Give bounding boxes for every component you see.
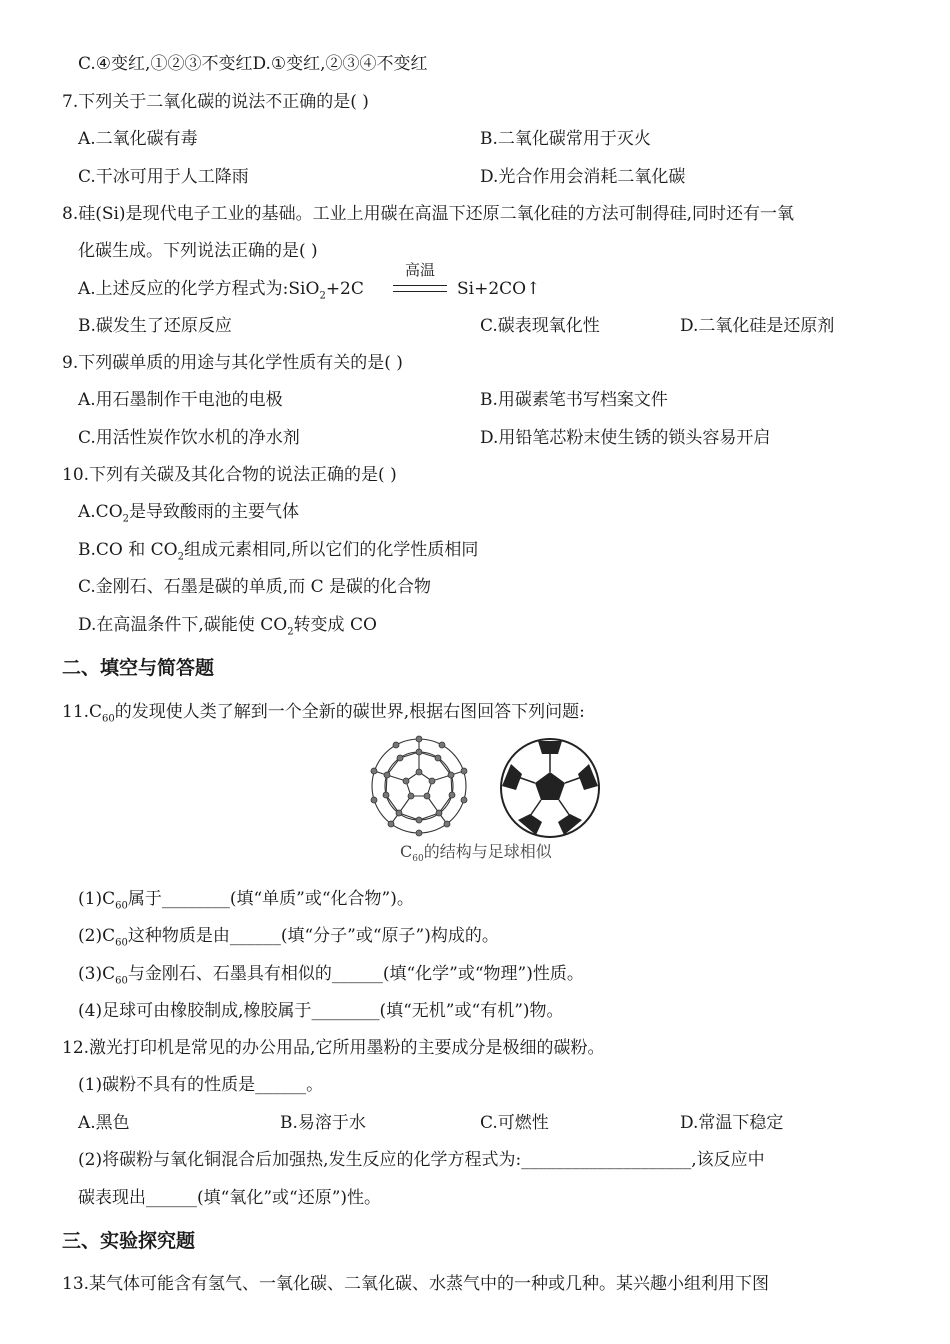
text: (2)C bbox=[78, 926, 116, 946]
question-11 bbox=[62, 700, 585, 731]
question-10: 10.下列有关碳及其化合物的说法正确的是( ) bbox=[62, 465, 397, 485]
text: 11.C bbox=[62, 702, 103, 722]
text: 组成元素相同,所以它们的化学性质相同 bbox=[183, 540, 479, 560]
text: A.CO bbox=[78, 502, 123, 522]
question-8-option-b: B.碳发生了还原反应 bbox=[78, 316, 232, 336]
question-7-option-b: B.二氧化碳常用于灭火 bbox=[480, 129, 651, 149]
question-8-option-c: C.碳表现氧化性 bbox=[480, 316, 600, 336]
text: 的结构与足球相似 bbox=[423, 842, 552, 861]
question-11-part-2 bbox=[78, 924, 499, 955]
reaction-condition: 高温 bbox=[405, 261, 436, 279]
equation-right: Si+2CO↑ bbox=[457, 279, 541, 299]
question-11-part-4: (4)足球可由橡胶制成,橡胶属于________(填“无机”或“有机”)物。 bbox=[78, 1001, 564, 1021]
question-9: 9.下列碳单质的用途与其化学性质有关的是( ) bbox=[62, 353, 403, 373]
subscript: 60 bbox=[115, 900, 128, 912]
c60-molecule-illustration bbox=[366, 734, 472, 838]
question-12-option-c: C.可燃性 bbox=[480, 1113, 549, 1133]
question-7-option-c: C.干冰可用于人工降雨 bbox=[78, 167, 249, 187]
section-heading-2: 二、填空与简答题 bbox=[62, 657, 215, 679]
equation-bar-top bbox=[393, 285, 447, 286]
question-9-option-c: C.用活性炭作饮水机的净水剂 bbox=[78, 428, 300, 448]
text: 与金刚石、石墨具有相似的______(填“化学”或“物理”)性质。 bbox=[127, 964, 584, 984]
text: C bbox=[400, 842, 413, 861]
question-8-option-d: D.二氧化硅是还原剂 bbox=[680, 316, 835, 336]
equation-bar-bottom bbox=[393, 291, 447, 292]
question-13: 13.某气体可能含有氢气、一氧化碳、二氧化碳、水蒸气中的一种或几种。某兴趣小组利用下图 bbox=[62, 1274, 770, 1294]
question-7-option-a: A.二氧化碳有毒 bbox=[78, 129, 198, 149]
subscript: 60 bbox=[102, 713, 115, 725]
question-11-part-3 bbox=[78, 962, 584, 993]
question-12-option-d: D.常温下稳定 bbox=[680, 1113, 784, 1133]
question-10-option-d bbox=[78, 613, 377, 644]
question-9-option-b: B.用碳素笔书写档案文件 bbox=[480, 390, 668, 410]
question-12-part-2-line-1: (2)将碳粉与氧化铜混合后加强热,发生反应的化学方程式为:____________________,该反应中 bbox=[78, 1150, 765, 1170]
subscript: 2 bbox=[122, 513, 129, 525]
text: D.在高温条件下,碳能使 CO bbox=[78, 615, 288, 635]
text: 转变成 CO bbox=[293, 615, 377, 635]
subscript: 60 bbox=[412, 854, 424, 865]
question-12-part-1: (1)碳粉不具有的性质是______。 bbox=[78, 1075, 324, 1095]
text: 的发现使人类了解到一个全新的碳世界,根据右图回答下列问题: bbox=[114, 702, 585, 722]
question-8-line-2: 化碳生成。下列说法正确的是( ) bbox=[78, 241, 318, 261]
question-9-option-d: D.用铅笔芯粉末使生锈的锁头容易开启 bbox=[480, 428, 771, 448]
subscript: 60 bbox=[115, 975, 128, 987]
question-10-option-b bbox=[78, 538, 478, 569]
text: 这种物质是由______(填“分子”或“原子”)构成的。 bbox=[127, 926, 499, 946]
question-8-line-1: 8.硅(Si)是现代电子工业的基础。工业上用碳在高温下还原二氧化硅的方法可制得硅,同时还有一氧 bbox=[62, 204, 794, 224]
subscript: 2 bbox=[287, 626, 294, 638]
equation-left: A.上述反应的化学方程式为:SiO bbox=[78, 279, 320, 299]
subscript: 60 bbox=[115, 937, 128, 949]
text: 属于________(填“单质”或“化合物”)。 bbox=[127, 889, 414, 909]
equation-left-2: +2C bbox=[325, 279, 364, 299]
text: B.CO 和 CO bbox=[78, 540, 178, 560]
figure-caption bbox=[400, 840, 552, 871]
text: (1)C bbox=[78, 889, 116, 909]
section-heading-3: 三、实验探究题 bbox=[62, 1230, 196, 1252]
soccer-ball-illustration bbox=[498, 736, 602, 840]
question-7-option-d: D.光合作用会消耗二氧化碳 bbox=[480, 167, 686, 187]
question-12-option-b: B.易溶于水 bbox=[280, 1113, 366, 1133]
option-line-c-d: C.④变红,①②③不变红D.①变红,②③④不变红 bbox=[78, 54, 428, 74]
question-12: 12.激光打印机是常见的办公用品,它所用墨粉的主要成分是极细的碳粉。 bbox=[62, 1038, 605, 1058]
question-11-part-1 bbox=[78, 887, 414, 918]
text: (3)C bbox=[78, 964, 116, 984]
question-9-option-a: A.用石墨制作干电池的电极 bbox=[78, 390, 283, 410]
subscript: 2 bbox=[177, 551, 184, 563]
question-10-option-a bbox=[78, 500, 299, 531]
question-12-part-2-line-2: 碳表现出______(填“氧化”或“还原”)性。 bbox=[78, 1188, 382, 1208]
question-12-option-a: A.黑色 bbox=[78, 1113, 130, 1133]
text: 是导致酸雨的主要气体 bbox=[129, 502, 299, 522]
question-7: 7.下列关于二氧化碳的说法不正确的是( ) bbox=[62, 92, 369, 112]
question-10-option-c: C.金刚石、石墨是碳的单质,而 C 是碳的化合物 bbox=[78, 577, 432, 597]
question-8-option-a bbox=[78, 277, 364, 308]
subscript: 2 bbox=[319, 290, 326, 302]
